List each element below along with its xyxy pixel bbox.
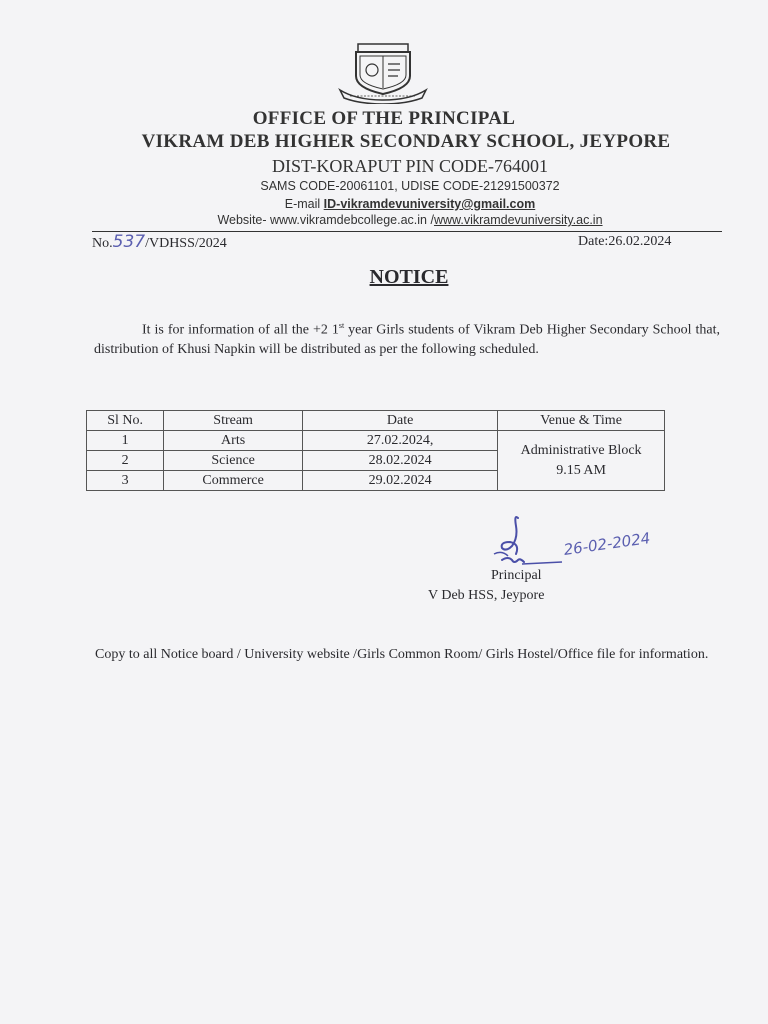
schedule-table [86,410,665,491]
col-header-sl: Sl No. [87,411,164,431]
ref-handwritten-number: 537 [112,232,146,252]
venue-text: Administrative Block [520,442,642,458]
signature-handwritten-date: 26-02-2024 [562,529,652,559]
school-name: VIKRAM DEB HIGHER SECONDARY SCHOOL, JEYPORE [141,131,671,152]
notice-body-sup: st [338,321,345,330]
email-link[interactable]: ID-vikramdevuniversity@gmail.com [323,197,536,211]
cell-sl: 2 [87,451,164,471]
notice-body [94,316,720,359]
cell-sl: 3 [87,471,164,491]
notice-body-part2: year Girls students of Vikram Deb Higher Secondary School that, distribution of Khusi Napkin will be distributed as per the following scheduled. [94,322,720,357]
website-label: Website- www.vikramdebcollege.ac.in / [217,213,434,227]
signatory-title: Principal [491,568,542,583]
district-pincode: DIST-KORAPUT PIN CODE-764001 [271,156,549,176]
col-header-date: Date [303,411,498,431]
table-header-row [87,411,665,431]
ref-suffix: /VDHSS/2024 [145,236,227,251]
school-crest-logo [336,42,430,104]
office-heading: OFFICE OF THE PRINCIPAL [252,108,516,129]
copy-to-note: Copy to all Notice board / University website /Girls Common Room/ Girls Hostel/Office file for information. [95,647,709,662]
notice-title-text: NOTICE [369,266,449,288]
email-label: E-mail [284,197,324,211]
ref-prefix: No. [92,236,113,251]
signatory-organization: V Deb HSS, Jeypore [428,588,545,603]
cell-stream: Science [164,451,303,471]
cell-venue-time [498,431,665,491]
notice-body-part1: It is for information of all the +2 1 [142,322,339,338]
cell-date: 28.02.2024 [303,451,498,471]
website-link[interactable]: www.vikramdevuniversity.ac.in [433,213,603,227]
cell-stream: Arts [164,431,303,451]
time-text: 9.15 AM [556,462,606,478]
email-line [26,197,768,211]
school-codes: SAMS CODE-20061101, UDISE CODE-21291500372 [260,179,560,193]
notice-title [0,266,768,289]
notice-date: Date:26.02.2024 [578,234,672,249]
table-row [87,431,665,451]
col-header-stream: Stream [164,411,303,431]
col-header-venue: Venue & Time [498,411,665,431]
cell-sl: 1 [87,431,164,451]
cell-date: 27.02.2024, [303,431,498,451]
website-line [26,213,768,227]
cell-date: 29.02.2024 [303,471,498,491]
cell-stream: Commerce [164,471,303,491]
reference-number [92,232,227,252]
